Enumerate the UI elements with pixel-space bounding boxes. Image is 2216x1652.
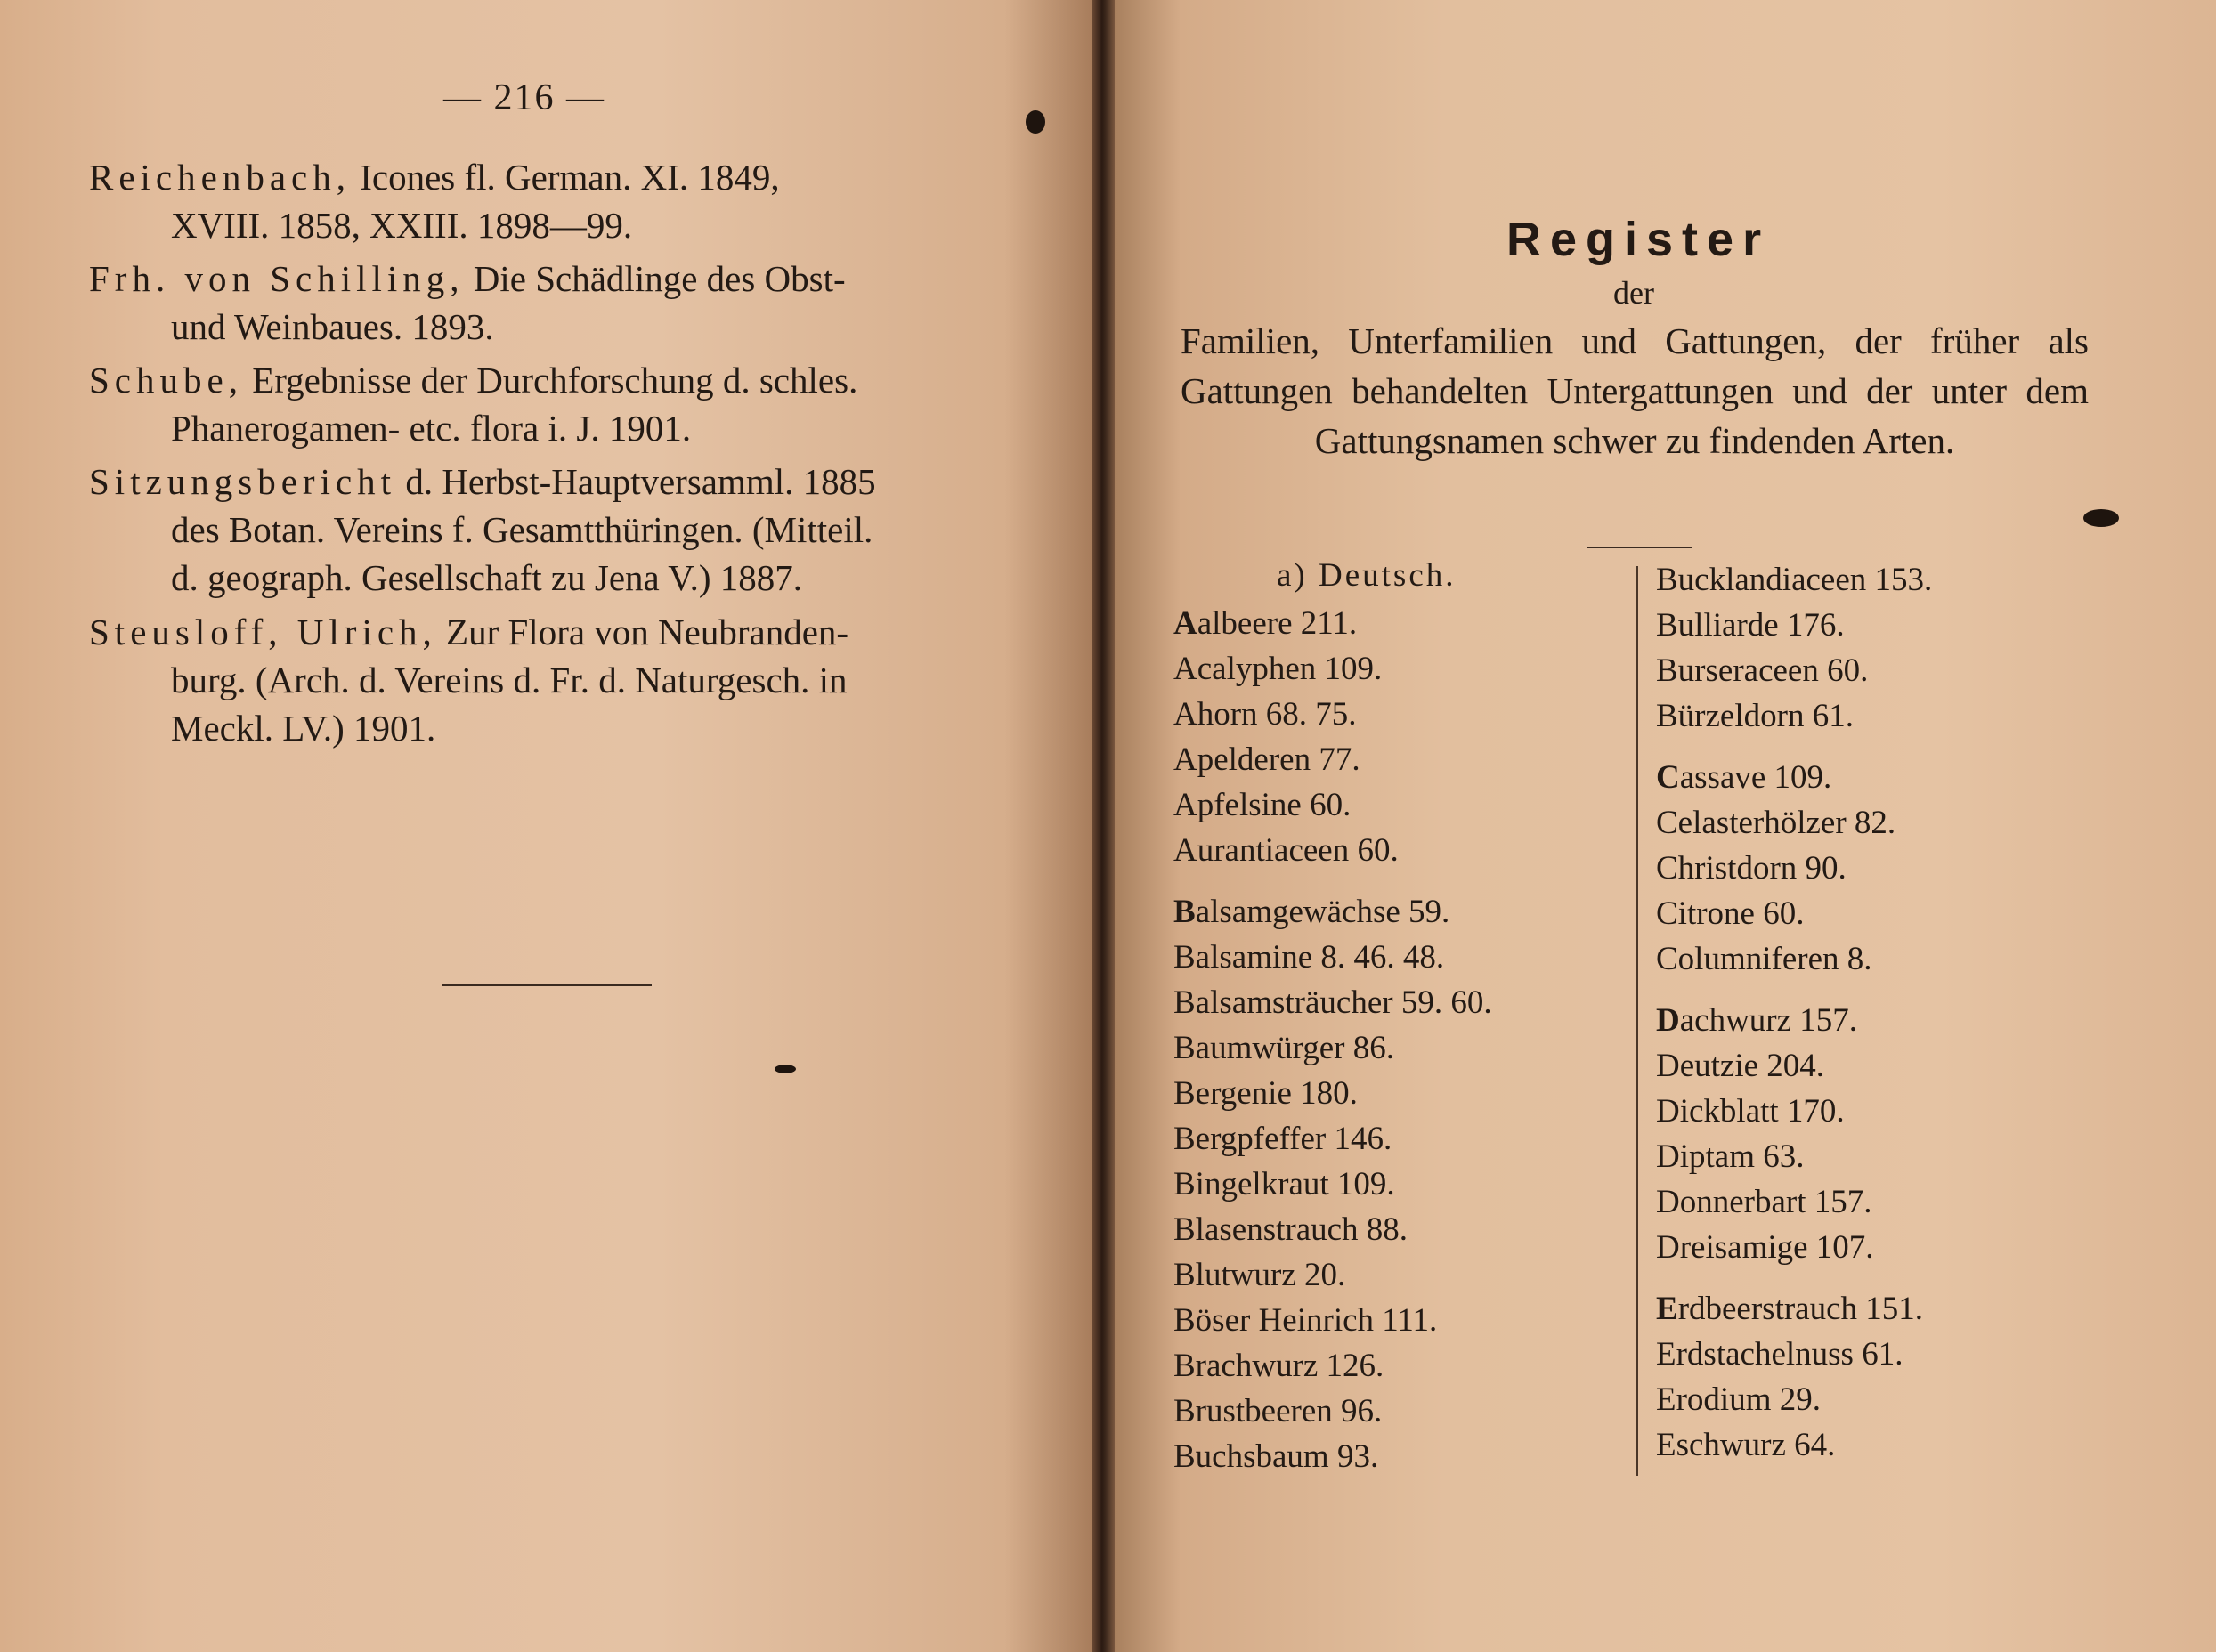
- bib-text: Die Schädlinge des Obst-: [473, 258, 846, 299]
- index-entry: [1656, 1225, 1932, 1270]
- entry-text: Dickblatt 170.: [1656, 1093, 1845, 1130]
- index-entry: [1656, 1134, 1932, 1179]
- title-divider: [1587, 547, 1692, 548]
- bib-text-cont: Phanerogamen- etc. flora i. J. 1901.: [171, 408, 692, 449]
- entry-text: Böser Heinrich 111.: [1173, 1302, 1438, 1339]
- entry-text: Dreisamige 107.: [1656, 1229, 1874, 1266]
- entry-text: Acalyphen 109.: [1173, 651, 1383, 687]
- entry-text: alsamgewächse 59.: [1195, 894, 1450, 930]
- bibliography-entry: [89, 255, 1033, 351]
- column-separator: [1636, 566, 1638, 1476]
- index-column-right: [1656, 557, 1932, 1468]
- bib-text: Zur Flora von Neubranden-: [446, 611, 849, 652]
- group-gap: [1173, 873, 1492, 889]
- entry-text: rdbeerstrauch 151.: [1677, 1291, 1924, 1327]
- bib-author: Frh. von Schilling,: [89, 258, 465, 299]
- bib-text-cont: burg. (Arch. d. Vereins d. Fr. d. Naturgesch. in: [171, 660, 848, 700]
- entry-text: Brachwurz 126.: [1173, 1348, 1384, 1384]
- index-entry: [1656, 1179, 1932, 1225]
- entry-text: Balsamsträucher 59. 60.: [1173, 984, 1492, 1021]
- entry-text: Ahorn 68. 75.: [1173, 696, 1357, 733]
- index-entry: [1173, 1298, 1492, 1343]
- entry-text: Bingelkraut 109.: [1173, 1166, 1395, 1203]
- bib-author: Reichenbach,: [89, 157, 351, 198]
- entry-initial: D: [1656, 1002, 1680, 1039]
- bib-author: Schube,: [89, 360, 243, 401]
- bib-text-cont: des Botan. Vereins f. Gesamtthüringen. (Mitteil.: [171, 509, 873, 550]
- index-entry: [1656, 1043, 1932, 1089]
- index-entry: [1656, 557, 1932, 603]
- index-entry: [1656, 891, 1932, 936]
- bib-text-cont: Meckl. LV.) 1901.: [171, 708, 436, 749]
- entry-text: Baumwürger 86.: [1173, 1030, 1394, 1066]
- entry-text: assave 109.: [1679, 759, 1832, 796]
- entry-text: Diptam 63.: [1656, 1138, 1805, 1175]
- entry-text: Bürzeldorn 61.: [1656, 698, 1854, 734]
- index-entry: [1656, 603, 1932, 648]
- index-entry: [1173, 1389, 1492, 1434]
- bib-text-cont: d. geograph. Gesellschaft zu Jena V.) 1887.: [171, 557, 802, 598]
- group-gap: [1656, 982, 1932, 998]
- index-entry: [1173, 1207, 1492, 1252]
- register-subtitle: Familien, Unterfamilien und Gattungen, der früher als Gattungen behandelten Untergattungen und der unter dem Gattungsnamen schwer zu findenden Arten.: [1181, 320, 2089, 461]
- bib-text-cont: XVIII. 1858, XXIII. 1898—99.: [171, 205, 633, 246]
- index-entry: [1173, 1071, 1492, 1116]
- index-entry: [1656, 1422, 1932, 1468]
- bibliography-entry: [89, 153, 1033, 249]
- entry-text: Balsamine 8. 46. 48.: [1173, 939, 1445, 976]
- entry-text: Erodium 29.: [1656, 1381, 1821, 1418]
- index-entry: [1656, 755, 1932, 800]
- entry-text: Bergenie 180.: [1173, 1075, 1358, 1112]
- entry-text: albeere 211.: [1197, 605, 1358, 642]
- entry-text: Columniferen 8.: [1656, 941, 1872, 977]
- entry-text: Bergpfeffer 146.: [1173, 1121, 1392, 1157]
- index-entry: [1656, 648, 1932, 693]
- entry-text: Citrone 60.: [1656, 895, 1805, 932]
- entry-text: Apelderen 77.: [1173, 741, 1360, 778]
- index-entry: [1656, 1286, 1932, 1332]
- entry-text: Apfelsine 60.: [1173, 787, 1352, 823]
- index-entry: [1656, 936, 1932, 982]
- index-entry: [1173, 737, 1492, 782]
- index-entry: [1173, 1434, 1492, 1479]
- index-entry: [1173, 1025, 1492, 1071]
- index-column-left: [1173, 601, 1492, 1479]
- entry-text: Aurantiaceen 60.: [1173, 832, 1399, 869]
- index-entry: [1173, 889, 1492, 935]
- index-entry: [1173, 980, 1492, 1025]
- group-gap: [1656, 739, 1932, 755]
- index-entry: [1656, 998, 1932, 1043]
- bib-text: d. Herbst-Hauptversamml. 1885: [405, 461, 876, 502]
- entry-text: Christdorn 90.: [1656, 850, 1847, 887]
- section-divider: [442, 984, 652, 986]
- index-entry: [1656, 800, 1932, 846]
- index-entry: [1173, 692, 1492, 737]
- ink-speck: [2083, 509, 2119, 527]
- entry-text: Deutzie 204.: [1656, 1048, 1825, 1084]
- entry-text: Celasterhölzer 82.: [1656, 805, 1896, 841]
- entry-text: Erdstachelnuss 61.: [1656, 1336, 1903, 1373]
- index-entry: [1173, 782, 1492, 828]
- entry-text: Buchsbaum 93.: [1173, 1438, 1379, 1475]
- entry-text: Bucklandiaceen 153.: [1656, 562, 1933, 598]
- entry-initial: B: [1173, 894, 1196, 930]
- index-entry: [1173, 1162, 1492, 1207]
- entry-initial: E: [1656, 1291, 1678, 1327]
- bibliography-entry: [89, 356, 1033, 452]
- index-entry: [1656, 693, 1932, 739]
- book-gutter: [1092, 0, 1115, 1652]
- index-entry: [1656, 1377, 1932, 1422]
- section-heading: a) Deutsch.: [1277, 557, 1457, 594]
- entry-text: Burseraceen 60.: [1656, 652, 1869, 689]
- ink-speck: [1026, 110, 1045, 134]
- register-title: Register: [1506, 213, 1771, 266]
- index-entry: [1173, 646, 1492, 692]
- entry-text: Blasenstrauch 88.: [1173, 1211, 1408, 1248]
- entry-text: achwurz 157.: [1679, 1002, 1858, 1039]
- ink-speck: [775, 1065, 796, 1073]
- bib-text: Ergebnisse der Durchforschung d. schles.: [252, 360, 858, 401]
- bib-author: Sitzungsbericht: [89, 461, 397, 502]
- index-entry: [1173, 1116, 1492, 1162]
- bib-text: Icones fl. German. XI. 1849,: [360, 157, 780, 198]
- index-entry: [1173, 1252, 1492, 1298]
- entry-text: Eschwurz 64.: [1656, 1427, 1836, 1463]
- bib-author: Steusloff, Ulrich,: [89, 611, 437, 652]
- register-subtitle-der: der: [1613, 275, 1654, 311]
- index-entry: [1656, 846, 1932, 891]
- index-entry: [1173, 935, 1492, 980]
- entry-text: Bulliarde 176.: [1656, 607, 1845, 644]
- page-number: — 216 —: [443, 77, 605, 118]
- index-entry: [1656, 1332, 1932, 1377]
- bib-text-cont: und Weinbaues. 1893.: [171, 306, 494, 347]
- bibliography-entry: [89, 458, 1033, 602]
- entry-text: Brustbeeren 96.: [1173, 1393, 1383, 1429]
- index-entry: [1173, 601, 1492, 646]
- entry-initial: C: [1656, 759, 1680, 796]
- entry-text: Donnerbart 157.: [1656, 1184, 1872, 1220]
- entry-initial: A: [1173, 605, 1197, 642]
- index-entry: [1173, 828, 1492, 873]
- group-gap: [1656, 1270, 1932, 1286]
- index-entry: [1173, 1343, 1492, 1389]
- bibliography-entry: [89, 608, 1033, 752]
- index-entry: [1656, 1089, 1932, 1134]
- entry-text: Blutwurz 20.: [1173, 1257, 1346, 1293]
